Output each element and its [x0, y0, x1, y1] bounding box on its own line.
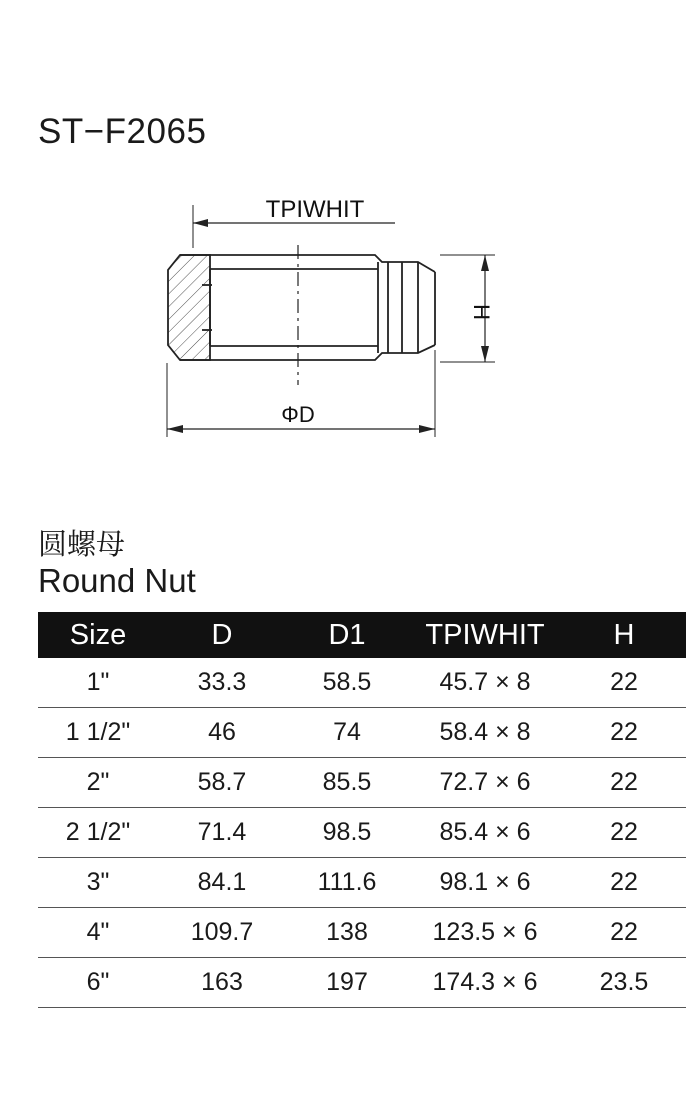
cell-h: 22	[562, 708, 686, 758]
cell-tpiwhit: 174.3 × 6	[408, 958, 562, 1008]
cell-d1: 111.6	[286, 858, 408, 908]
cell-h: 22	[562, 658, 686, 708]
header-d: D	[158, 612, 286, 658]
cell-tpiwhit: 58.4 × 8	[408, 708, 562, 758]
cell-d: 58.7	[158, 758, 286, 808]
diameter-dimension	[167, 350, 435, 437]
cell-d: 46	[158, 708, 286, 758]
table-row	[38, 708, 686, 758]
cell-size: 4"	[38, 908, 158, 958]
table-row	[38, 958, 686, 1008]
height-dimension	[440, 255, 495, 362]
nut-section	[168, 255, 435, 360]
cell-d1: 58.5	[286, 658, 408, 708]
cell-h: 22	[562, 908, 686, 958]
height-label: H	[469, 304, 494, 320]
thread-label: TPIWHIT	[265, 196, 365, 223]
table-row	[38, 808, 686, 858]
cell-d: 71.4	[158, 808, 286, 858]
cell-size: 2"	[38, 758, 158, 808]
cell-size: 2 1/2"	[38, 808, 158, 858]
product-name-chinese: 圆螺母	[38, 527, 126, 561]
cell-h: 23.5	[562, 958, 686, 1008]
header-size: Size	[38, 612, 158, 658]
cell-tpiwhit: 123.5 × 6	[408, 908, 562, 958]
cell-d1: 138	[286, 908, 408, 958]
cell-tpiwhit: 45.7 × 8	[408, 658, 562, 708]
cell-d1: 85.5	[286, 758, 408, 808]
cell-d: 109.7	[158, 908, 286, 958]
technical-drawing	[150, 185, 510, 445]
spec-table	[38, 612, 686, 1008]
table-row	[38, 758, 686, 808]
header-d1: D1	[286, 612, 408, 658]
table-row	[38, 658, 686, 708]
cell-h: 22	[562, 858, 686, 908]
cell-d: 84.1	[158, 858, 286, 908]
table-row	[38, 858, 686, 908]
header-h: H	[562, 612, 686, 658]
cell-h: 22	[562, 808, 686, 858]
cell-d1: 197	[286, 958, 408, 1008]
cell-size: 6"	[38, 958, 158, 1008]
cell-size: 1 1/2"	[38, 708, 158, 758]
table-row	[38, 908, 686, 958]
model-code-title: ST−F2065	[38, 112, 207, 151]
cell-tpiwhit: 72.7 × 6	[408, 758, 562, 808]
diameter-label: ΦD	[281, 402, 315, 427]
cell-d: 163	[158, 958, 286, 1008]
cell-d: 33.3	[158, 658, 286, 708]
thread-dimension	[193, 196, 395, 248]
cell-size: 1"	[38, 658, 158, 708]
cell-size: 3"	[38, 858, 158, 908]
cell-tpiwhit: 85.4 × 6	[408, 808, 562, 858]
cell-h: 22	[562, 758, 686, 808]
table-header-row	[38, 612, 686, 658]
product-name-english: Round Nut	[38, 562, 196, 599]
cell-d1: 74	[286, 708, 408, 758]
cell-tpiwhit: 98.1 × 6	[408, 858, 562, 908]
cell-d1: 98.5	[286, 808, 408, 858]
header-tpiwhit: TPIWHIT	[408, 612, 562, 658]
